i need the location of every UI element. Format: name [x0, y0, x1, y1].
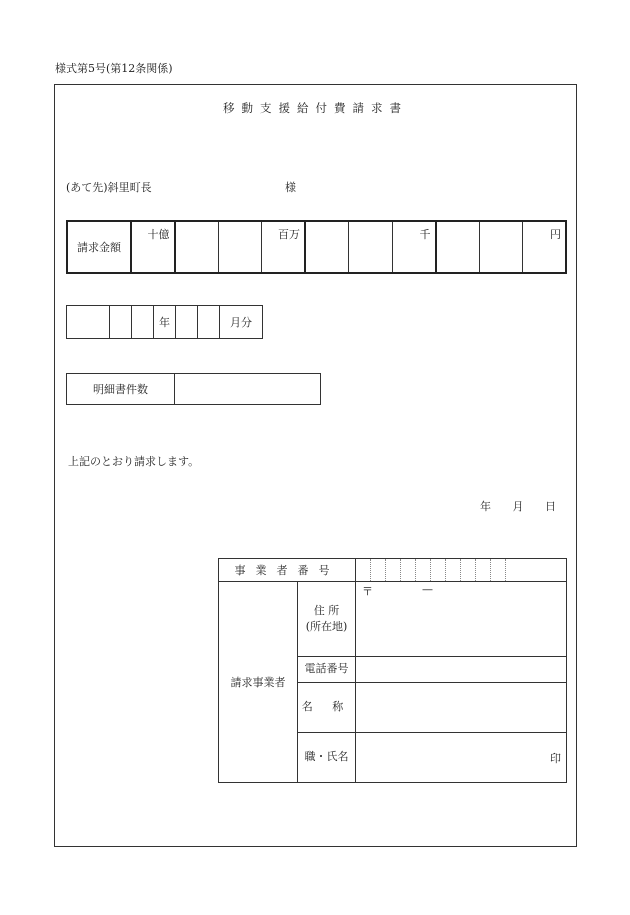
request-date — [480, 498, 556, 514]
digit-box — [491, 559, 506, 581]
detail-count-table — [66, 373, 321, 405]
month-portion-label: 月分 — [220, 306, 263, 339]
name-label: 名 称 — [298, 683, 356, 733]
requester-group-label: 請求事業者 — [219, 582, 298, 783]
address-label-line2: (所在地) — [305, 620, 348, 633]
year-label: 年 — [154, 306, 176, 339]
digit-box — [476, 559, 491, 581]
name-field[interactable] — [356, 683, 567, 733]
month-digit[interactable] — [198, 306, 220, 339]
service-month-table — [66, 305, 263, 339]
amount-digit[interactable] — [349, 221, 393, 273]
postal-mark: 〒 — [362, 585, 373, 598]
digit-box — [386, 559, 401, 581]
representative-field[interactable] — [356, 733, 567, 783]
form-title: 移動支援給付費請求書 — [223, 101, 408, 115]
era-field[interactable] — [67, 306, 110, 339]
seal-label: 印 — [550, 751, 561, 765]
date-year-label: 年 — [480, 500, 491, 513]
business-number-label: 事業者番号 — [219, 559, 356, 582]
business-number-field[interactable] — [356, 559, 567, 582]
representative-label: 職・氏名 — [298, 733, 356, 783]
digit-box — [446, 559, 461, 581]
phone-label: 電話番号 — [298, 657, 356, 683]
amount-digit[interactable] — [305, 221, 349, 273]
digit-box — [416, 559, 431, 581]
address-label-line1: 住 所 — [313, 603, 340, 617]
digit-box — [431, 559, 446, 581]
digit-box — [461, 559, 476, 581]
month-digit[interactable] — [176, 306, 198, 339]
address-field[interactable] — [356, 582, 567, 657]
unit-yen: 円 — [550, 228, 561, 241]
postal-dash: — — [422, 583, 433, 596]
requester-table — [218, 558, 567, 783]
amount-label: 請求金額 — [67, 221, 131, 273]
addressee: (あて先)斜里町長 — [66, 181, 152, 194]
amount-digit-yen[interactable] — [523, 221, 567, 273]
addressee-honorific: 様 — [285, 181, 296, 194]
digit-box — [401, 559, 416, 581]
amount-digit-billion[interactable] — [131, 221, 175, 273]
year-digit[interactable] — [132, 306, 154, 339]
digit-box — [356, 559, 371, 581]
digit-box — [371, 559, 386, 581]
unit-thousand: 千 — [419, 228, 431, 241]
amount-digit[interactable] — [218, 221, 262, 273]
address-label — [298, 582, 356, 657]
unit-million: 百万 — [278, 228, 300, 241]
amount-digit-million[interactable] — [262, 221, 306, 273]
form-number-label: 様式第5号(第12条関係) — [55, 62, 173, 75]
amount-table — [66, 220, 567, 274]
date-day-label: 日 — [545, 500, 556, 513]
unit-billion: 十億 — [147, 228, 170, 241]
year-digit[interactable] — [110, 306, 132, 339]
request-statement: 上記のとおり請求します。 — [68, 455, 200, 468]
amount-digit[interactable] — [479, 221, 523, 273]
amount-digit[interactable] — [175, 221, 219, 273]
detail-count-field[interactable] — [175, 374, 321, 405]
amount-digit-thousand[interactable] — [392, 221, 436, 273]
amount-digit[interactable] — [436, 221, 480, 273]
detail-count-label: 明細書件数 — [67, 374, 175, 405]
date-month-label: 月 — [512, 500, 524, 513]
phone-field[interactable] — [356, 657, 567, 683]
